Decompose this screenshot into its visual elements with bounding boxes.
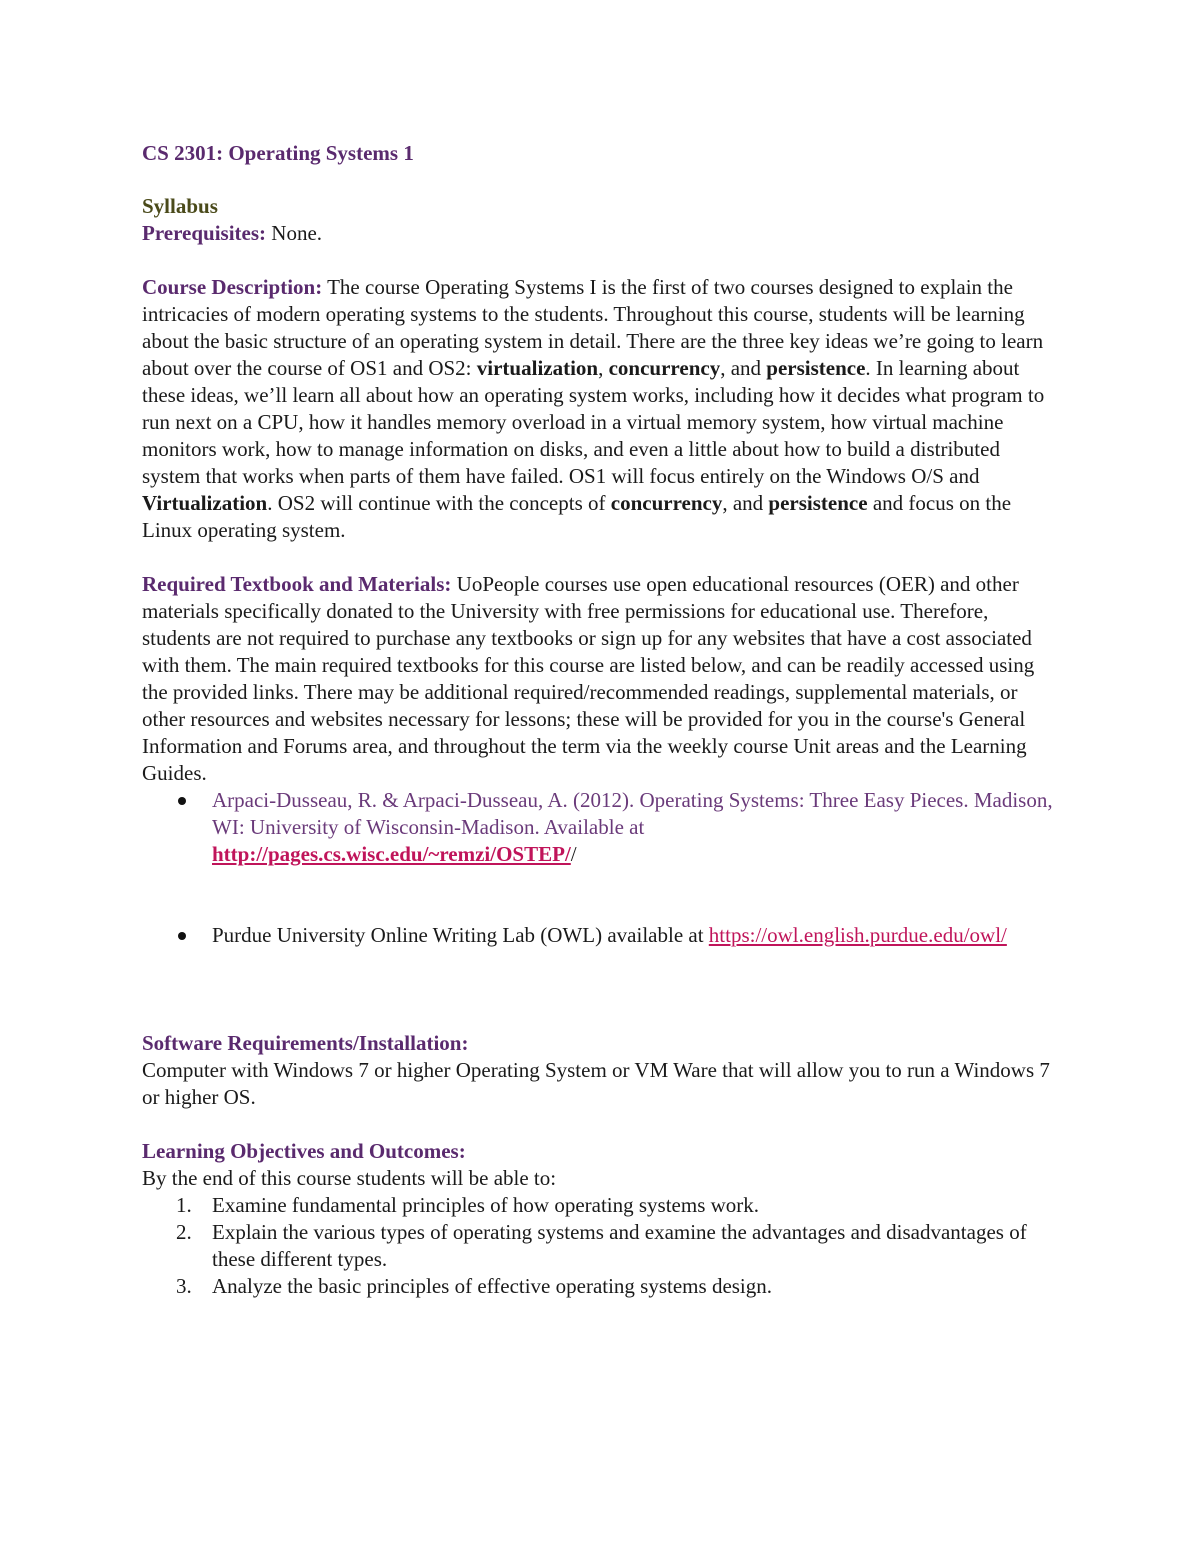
syllabus-document: [142, 140, 1062, 1300]
keyword-concurrency: concurrency: [608, 356, 721, 380]
objectives-list: [142, 1192, 1062, 1300]
bullet-icon: [178, 932, 186, 940]
prerequisites-value: None.: [271, 221, 323, 245]
textbook-label: Required Textbook and Materials:: [142, 572, 452, 596]
list-item: [142, 1273, 1062, 1300]
software-heading-line: [142, 1030, 1062, 1057]
syllabus-heading: Syllabus: [142, 194, 218, 218]
description-sep-2: , and: [720, 356, 762, 380]
software-label: Software Requirements/Installation:: [142, 1031, 469, 1055]
keyword-virtualization: virtualization: [476, 356, 599, 380]
list-item: [142, 787, 1062, 868]
bullet-icon: [178, 797, 186, 805]
course-description: [142, 274, 1062, 544]
ostep-link[interactable]: http://pages.cs.wisc.edu/~remzi/OSTEP/: [212, 842, 571, 866]
description-text-2: . In learning about these ideas, we’ll learn all about how an operating system works, including how it decides what program to run next on a CPU, how it handles memory overload in a virtual memory system, how virtual machine monitors work, how to manage information on disks, and even a little about how to build a distributed system that works when parts of them have failed. OS1 will focus entirely on the Windows O/S and: [142, 356, 1045, 488]
prerequisites-line: [142, 220, 1062, 247]
list-item: [142, 1192, 1062, 1219]
textbook-section: [142, 571, 1062, 787]
description-text-1: The course Operating Systems I is the first of two courses designed to explain the intricacies of modern operating systems to the students. Throughout this course, students will be learning about the basic structure of an operating system in detail. There are the three key ideas we’re going to learn about over the course of OS1 and OS2:: [142, 275, 1044, 380]
course-title: CS 2301: Operating Systems 1: [142, 141, 414, 165]
ostep-link-tail: /: [570, 842, 577, 866]
owl-text: Purdue University Online Writing Lab (OWL) available at: [212, 923, 704, 947]
list-item: [142, 1219, 1062, 1273]
keyword-persistence: persistence: [766, 356, 866, 380]
textbook-list: [142, 787, 1062, 949]
objective-text: Analyze the basic principles of effective operating systems design.: [212, 1274, 773, 1298]
textbook-citation: Arpaci-Dusseau, R. & Arpaci-Dusseau, A. (2012). Operating Systems: Three Easy Pieces. Madison, WI: University of Wisconsin-Madison. Available at: [212, 788, 1053, 839]
objective-number: 1.: [176, 1193, 192, 1217]
textbook-body: UoPeople courses use open educational resources (OER) and other materials specifically donated to the University with free permissions for educational use. Therefore, students are not required to purchase any textbooks or sign up for any websites that have a cost associated with them. The main required textbooks for this course are listed below, and can be readily accessed using the provided links. There may be additional required/recommended readings, supplemental materials, or other resources and websites necessary for lessons; these will be provided for you in the course's General Information and Forums area, and throughout the term via the weekly course Unit areas and the Learning Guides.: [142, 572, 1035, 785]
objective-text: Explain the various types of operating systems and examine the advantages and disadvantages of these different types.: [212, 1220, 1027, 1271]
objectives-label: Learning Objectives and Outcomes:: [142, 1139, 466, 1163]
objective-number: 3.: [176, 1274, 192, 1298]
course-description-label: Course Description:: [142, 275, 323, 299]
keyword-virtualization-2: Virtualization: [142, 491, 268, 515]
keyword-concurrency-2: concurrency: [610, 491, 723, 515]
objective-text: Examine fundamental principles of how operating systems work.: [212, 1193, 760, 1217]
prerequisites-label: Prerequisites:: [142, 221, 267, 245]
objectives-heading-line: [142, 1138, 1062, 1165]
keyword-persistence-2: persistence: [768, 491, 868, 515]
description-text-5: and focus on the Linux operating system.: [142, 491, 1012, 542]
owl-link[interactable]: https://owl.english.purdue.edu/owl/: [708, 923, 1007, 947]
objective-number: 2.: [176, 1220, 192, 1244]
description-sep-1: ,: [598, 356, 604, 380]
description-text-4: , and: [722, 491, 764, 515]
list-item: [142, 922, 1062, 949]
software-body: Computer with Windows 7 or higher Operating System or VM Ware that will allow you to run a Windows 7 or higher OS.: [142, 1058, 1050, 1109]
description-text-3: . OS2 will continue with the concepts of: [267, 491, 606, 515]
objectives-intro: By the end of this course students will be able to:: [142, 1166, 557, 1190]
